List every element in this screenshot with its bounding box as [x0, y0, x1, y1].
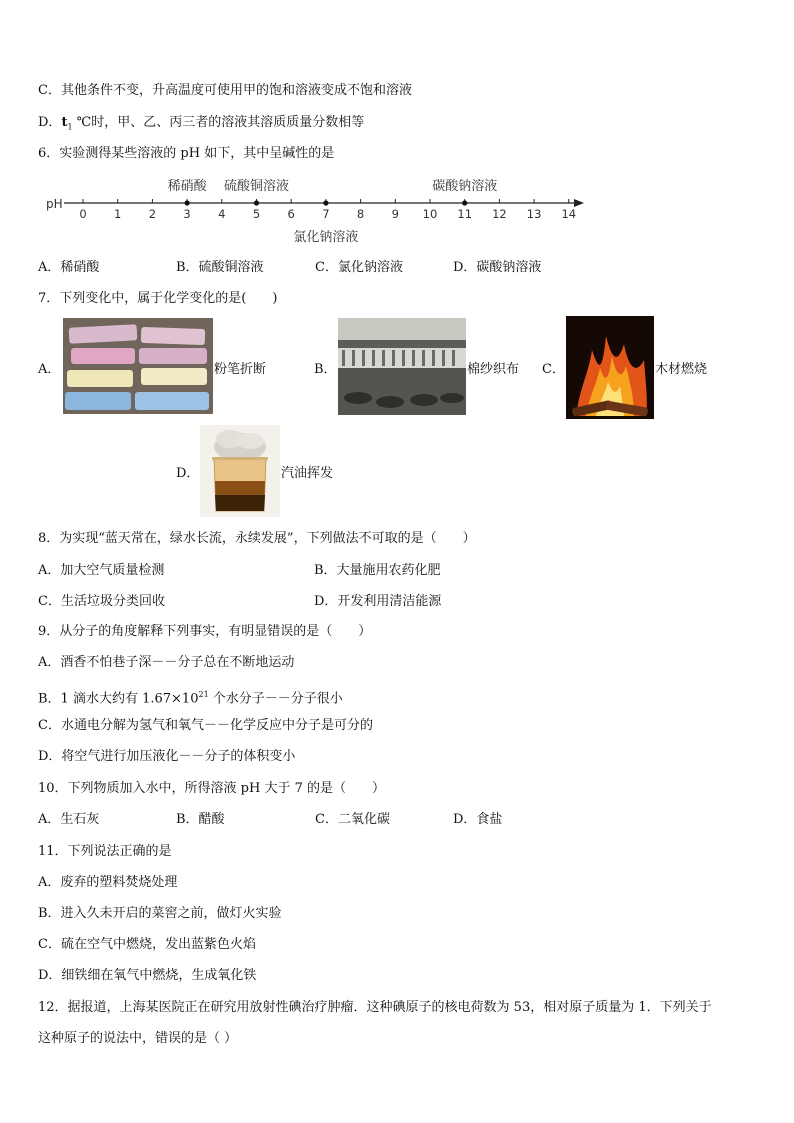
q5-option-d	[38, 114, 364, 137]
q7-stem: 7．下列变化中，属于化学变化的是( )	[38, 291, 278, 306]
q5-d-letter: D．	[38, 115, 62, 130]
spinning-mill-image	[338, 318, 466, 415]
q11-option-a: A．废弃的塑料焚烧处理	[38, 875, 178, 890]
q6-option-c: C．氯化钠溶液	[315, 260, 403, 275]
q12-stem-line2: 这种原子的说法中，错误的是（ ）	[38, 1031, 238, 1046]
ph-tick-label: 14	[561, 207, 577, 221]
q7-d-letter: D．	[176, 466, 200, 481]
ph-marker-dot	[462, 200, 467, 205]
q9-option-d: D．将空气进行加压液化－－分子的体积变小	[38, 749, 296, 764]
ph-marker-label: 氯化钠溶液	[293, 230, 359, 245]
q9-b-exponent: 21	[198, 690, 209, 699]
q7-a-caption: 粉笔折断	[214, 362, 267, 377]
q8-option-a: A．加大空气质量检测	[38, 563, 165, 578]
q8-stem: 8．为实现“蓝天常在，绿水长流，永续发展”，下列做法不可取的是（ ）	[38, 531, 476, 546]
q7-c-letter: C．	[542, 362, 565, 377]
q12-stem-line1: 12．据报道，上海某医院正在研究用放射性碘治疗肿瘤．这种碘原子的核电荷数为 53，相对原子质量为 1．下列关于	[38, 1000, 712, 1015]
ph-marker-dot	[323, 200, 328, 205]
ph-tick-label: 8	[356, 207, 365, 221]
q7-d-caption: 汽油挥发	[281, 466, 334, 481]
q8-option-c: C．生活垃圾分类回收	[38, 594, 165, 609]
q9-option-c: C．水通电分解为氢气和氧气－－化学反应中分子是可分的	[38, 718, 373, 733]
ph-marker-label: 硫酸铜溶液	[223, 179, 290, 194]
ph-tick-label: 2	[148, 207, 157, 221]
ph-tick-label: 11	[457, 207, 473, 221]
ph-marker-dot	[185, 200, 190, 205]
ph-tick-label: 12	[492, 207, 507, 221]
q10-option-c: C．二氧化碳	[315, 812, 390, 827]
q8-option-d: D．开发利用清洁能源	[314, 594, 442, 609]
q11-option-d: D．细铁细在氧气中燃烧，生成氧化铁	[38, 968, 257, 983]
gasoline-beaker-image	[200, 425, 280, 517]
q6-option-b: B．硫酸铜溶液	[176, 260, 264, 275]
q6-stem: 6．实验测得某些溶液的 pH 如下，其中呈碱性的是	[38, 146, 335, 161]
ph-marker-label: 稀硝酸	[167, 179, 207, 194]
q10-option-b: B．醋酸	[176, 812, 225, 827]
ph-tick-label: 10	[422, 207, 438, 221]
ph-marker-dot	[254, 200, 259, 205]
q6-option-a: A．稀硝酸	[38, 260, 100, 275]
q8-option-b: B．大量施用农药化肥	[314, 563, 441, 578]
ph-tick-label: 9	[391, 207, 399, 221]
ph-tick-label: 5	[252, 207, 261, 221]
ph-tick-label: 4	[218, 207, 226, 221]
ph-tick-label: 0	[79, 207, 87, 221]
q7-b-caption: 棉纱织布	[467, 362, 520, 377]
ph-tick-label: 7	[322, 207, 330, 221]
ph-axis-arrow	[574, 199, 584, 207]
q10-stem: 10．下列物质加入水中，所得溶液 pH 大于 7 的是（ ）	[38, 781, 386, 796]
ph-tick-label: 13	[526, 207, 542, 221]
chalk-image	[63, 318, 213, 414]
q10-option-a: A．生石灰	[38, 812, 100, 827]
q6-option-d: D．碳酸钠溶液	[453, 260, 542, 275]
q5-d-rest: ℃时，甲、乙、丙三者的溶液其溶质质量分数相等	[72, 115, 365, 130]
q11-stem: 11．下列说法正确的是	[38, 844, 172, 859]
q9-b-text: B．1 滴水大约有 1.67×10	[38, 691, 199, 707]
q5-option-c: C．其他条件不变，升高温度可使用甲的饱和溶液变成不饱和溶液	[38, 83, 412, 98]
q7-b-letter: B．	[314, 362, 337, 377]
q7-a-letter: A．	[38, 362, 61, 377]
fire-image	[566, 316, 654, 419]
q5-d-t: t	[61, 115, 68, 130]
q9-option-b	[38, 686, 343, 708]
q9-option-a: A．酒香不怕巷子深－－分子总在不断地运动	[38, 655, 295, 670]
q11-option-b: B．进入久未开启的菜窖之前，做灯火实验	[38, 906, 282, 921]
q11-option-c: C．硫在空气中燃烧，发出蓝紫色火焰	[38, 937, 256, 952]
q9-b-rest: 个水分子－－分子很小	[208, 691, 343, 707]
ph-scale-diagram	[0, 175, 794, 245]
ph-marker-label: 碳酸钠溶液	[432, 179, 498, 194]
ph-axis-label: pH	[46, 197, 63, 211]
q10-option-d: D．食盐	[453, 812, 503, 827]
q5-d-sub: 1	[67, 122, 73, 132]
ph-tick-label: 6	[287, 207, 295, 221]
ph-tick-label: 3	[183, 207, 191, 221]
ph-tick-label: 1	[114, 207, 122, 221]
q9-stem: 9．从分子的角度解释下列事实，有明显错误的是（ ）	[38, 624, 372, 639]
q7-c-caption: 木材燃烧	[655, 362, 708, 377]
